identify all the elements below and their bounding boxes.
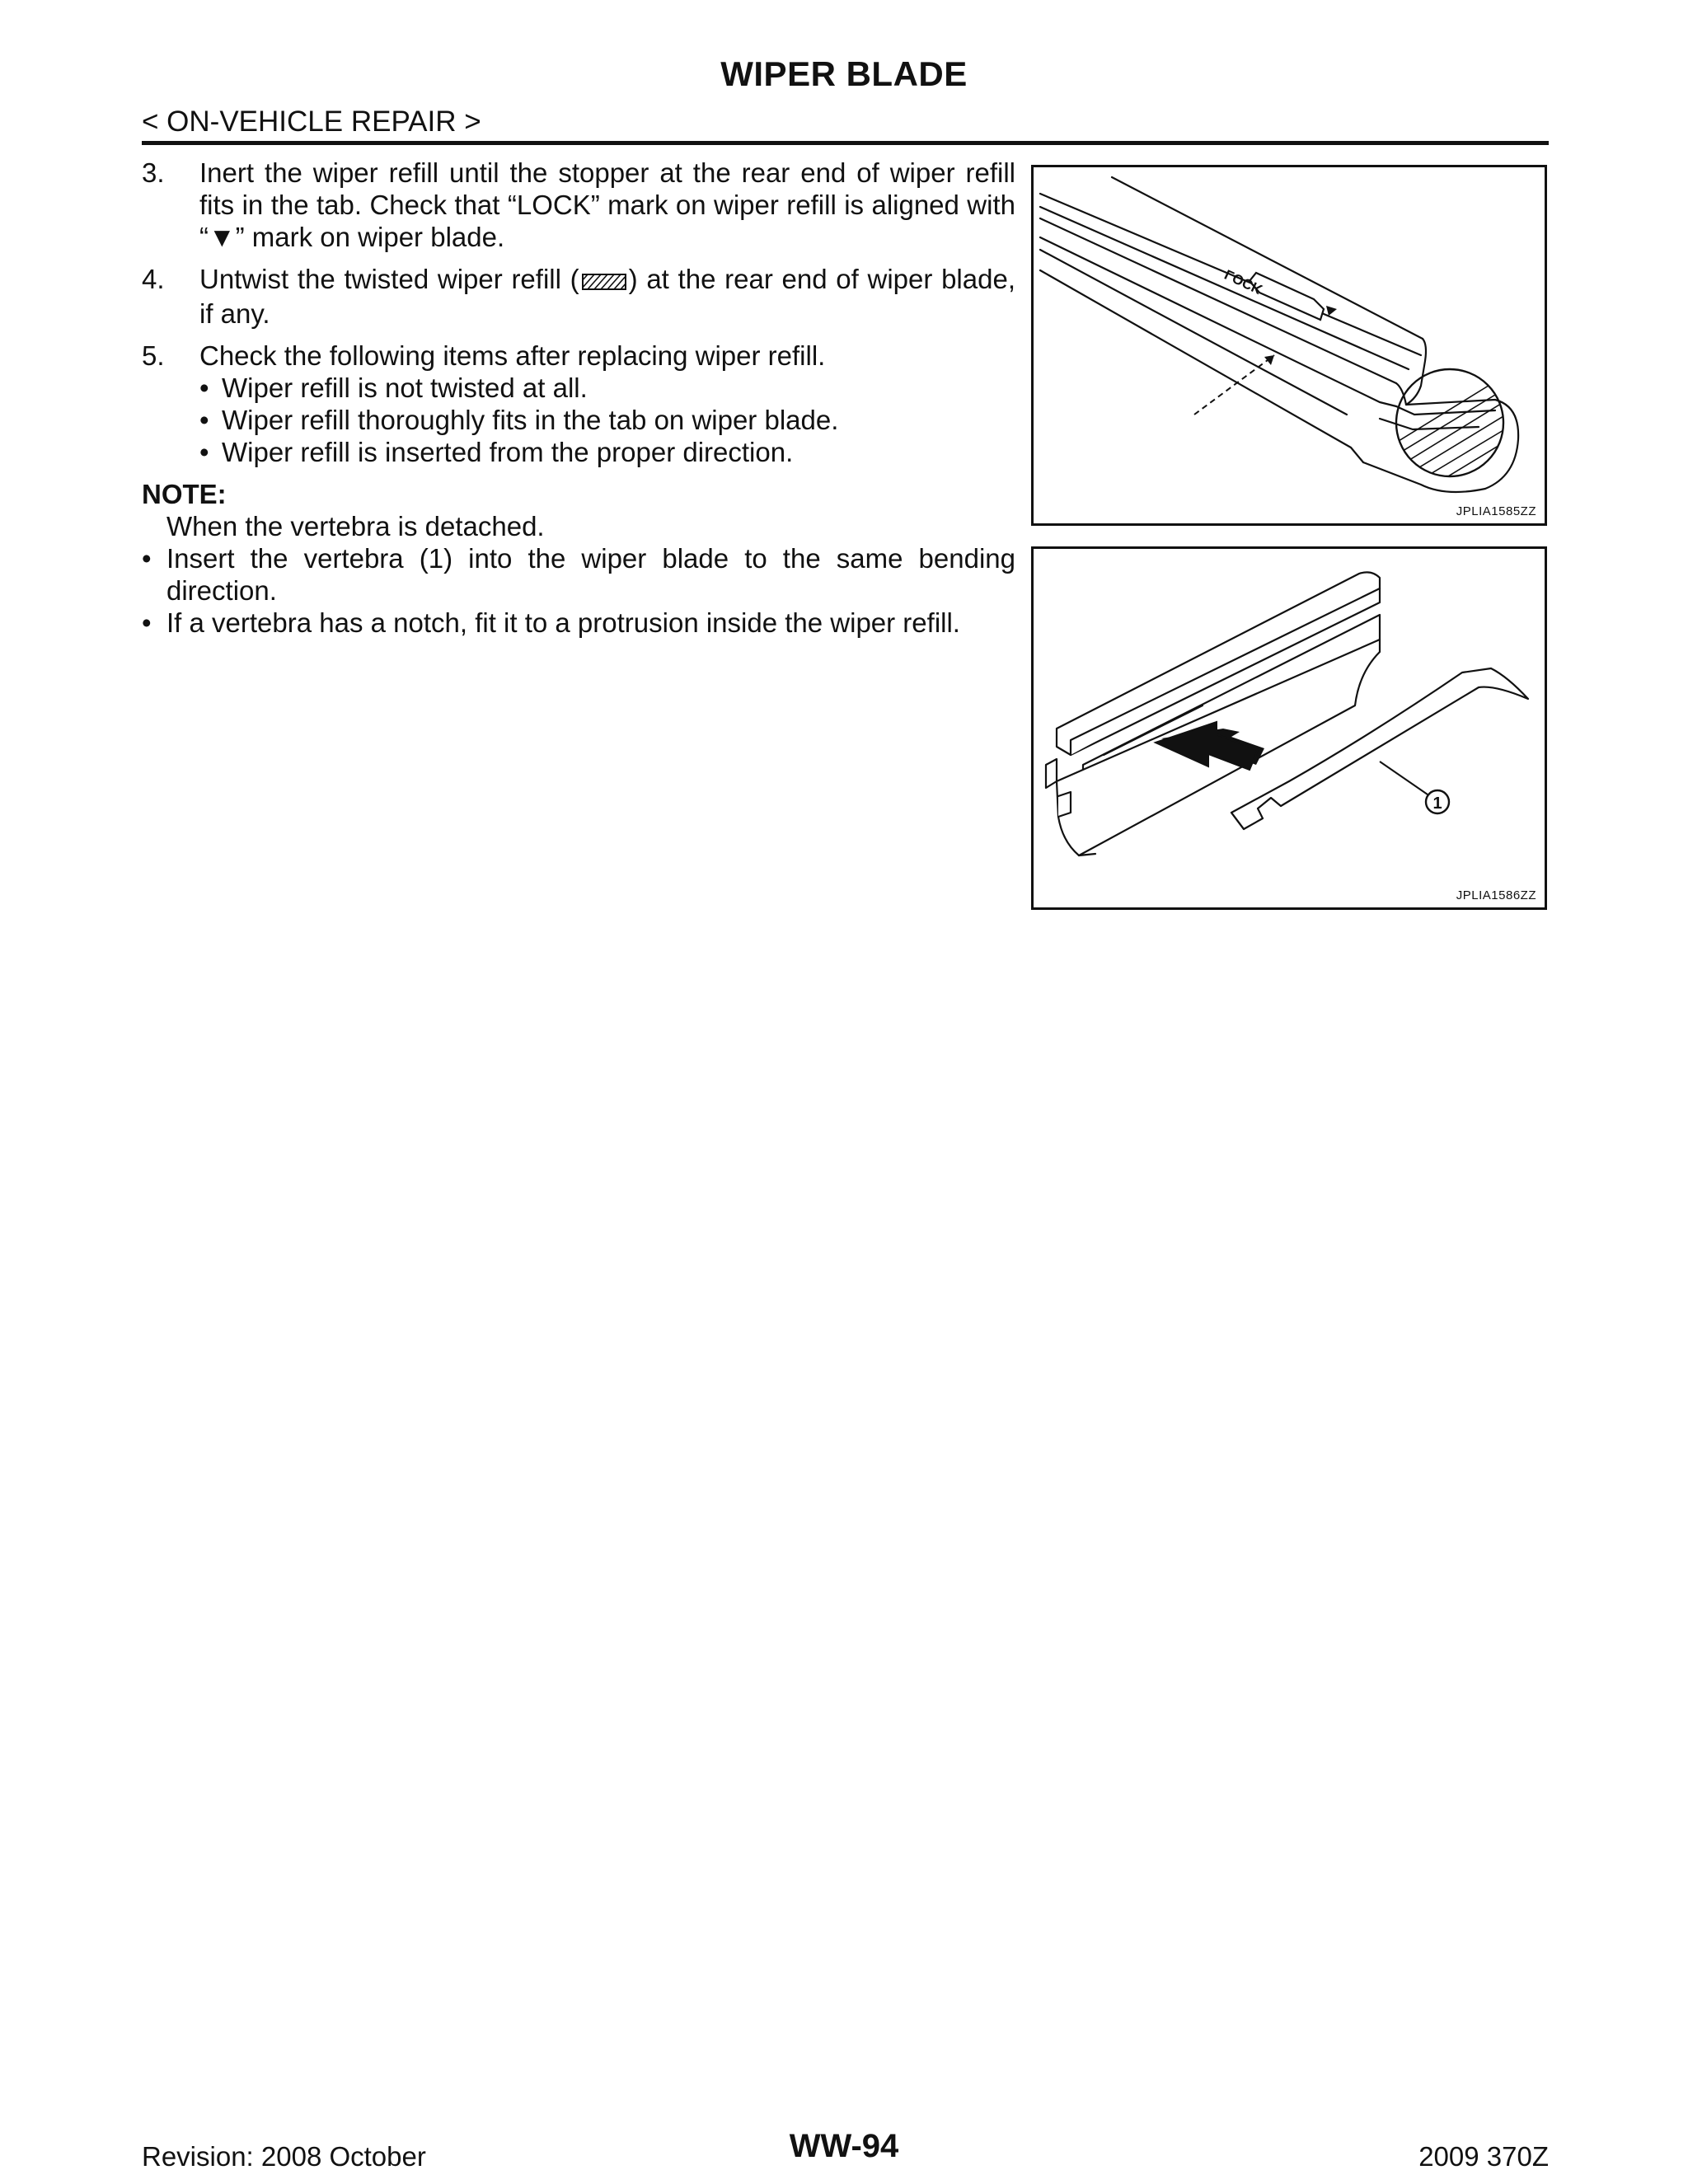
footer-revision: Revision: 2008 October [142,2141,426,2172]
section-label: < ON-VEHICLE REPAIR > [142,105,481,138]
bullet-icon: • [142,607,152,638]
bullet-icon: • [199,404,209,435]
header-rule [142,141,1549,145]
note-item [142,607,1015,639]
procedure-text [142,157,1015,639]
step-text [199,263,1015,330]
callout-1: 1 [1432,794,1442,813]
note-heading: NOTE: [142,478,227,509]
list-item-text: Wiper refill thoroughly fits in the tab on wiper blade. [222,404,839,435]
step-3 [142,157,1015,253]
step-5 [142,340,1015,468]
note-intro: When the vertebra is detached. [166,510,545,541]
step-text-before: Untwist the twisted wiper refill ( [199,264,579,294]
bullet-icon: • [199,436,209,467]
figure-code: JPLIA1585ZZ [1456,504,1536,518]
step-content [199,340,1015,468]
figure-code: JPLIA1586ZZ [1456,888,1536,902]
wiper-refill-illustration [1034,167,1545,523]
lock-label: LOCK [1221,266,1265,298]
step-4 [142,263,1015,330]
note-item-text: If a vertebra has a notch, fit it to a protrusion inside the wiper refill. [166,607,960,638]
step-text-after: ) at the rear end of wiper blade, if any. [199,264,1015,329]
note-item [142,542,1015,607]
step-number: 3. [142,157,165,188]
step-text: Inert the wiper refill until the stopper at the rear end of wiper refill fits in the tab. Check that “LOCK” mark on wiper refill is aligned with “▼” mark on wiper blade. [199,157,1015,252]
list-item-text: Wiper refill is inserted from the proper direction. [222,436,794,467]
footer-page-number: WW-94 [789,2128,899,2164]
step-number: 5. [142,340,165,371]
list-item [199,436,1015,468]
list-item-text: Wiper refill is not twisted at all. [222,372,588,403]
list-item [199,404,1015,436]
list-item [199,372,1015,404]
note-item-text: Insert the vertebra (1) into the wiper blade to the same bending direction. [166,542,1015,606]
bullet-icon: • [142,542,152,574]
step-number: 4. [142,264,165,294]
step-text: Check the following items after replacing wiper refill. [199,340,826,371]
figure-vertebra [1031,546,1547,910]
figure-lock-mark [1031,165,1547,526]
page-title: WIPER BLADE [720,54,968,93]
vertebra-illustration [1034,549,1545,905]
hatched-area-icon [581,265,627,298]
bullet-icon: • [199,372,209,403]
footer-model: 2009 370Z [1418,2141,1549,2172]
check-list [199,372,1015,468]
